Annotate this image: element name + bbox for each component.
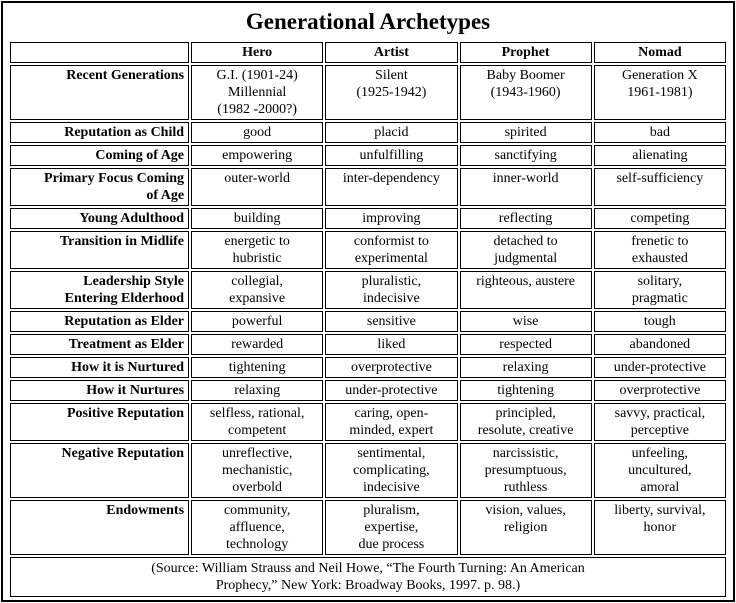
row-label: Leadership Style Entering Elderhood — [10, 271, 189, 309]
table-row — [10, 231, 726, 269]
table-row — [10, 145, 726, 166]
row-label: Recent Generations — [10, 65, 189, 120]
table-cell: Silent (1925-1942) — [325, 65, 457, 120]
table-cell: self-sufficiency — [594, 168, 726, 206]
header-artist: Artist — [325, 42, 457, 63]
table-cell: reflecting — [460, 208, 592, 229]
table-cell: principled, resolute, creative — [460, 403, 592, 441]
table-cell: solitary, pragmatic — [594, 271, 726, 309]
table-cell: energetic to hubristic — [191, 231, 323, 269]
row-label: Positive Reputation — [10, 403, 189, 441]
table-row — [10, 311, 726, 332]
table-cell: relaxing — [460, 357, 592, 378]
table-cell: selfless, rational, competent — [191, 403, 323, 441]
table-cell: unreflective, mechanistic, overbold — [191, 443, 323, 498]
table-row — [10, 122, 726, 143]
table-cell: empowering — [191, 145, 323, 166]
table-row — [10, 403, 726, 441]
table-cell: overprotective — [325, 357, 457, 378]
archetypes-table — [8, 40, 728, 599]
table-cell: tightening — [460, 380, 592, 401]
table-cell: caring, open- minded, expert — [325, 403, 457, 441]
table-cell: sentimental, complicating, indecisive — [325, 443, 457, 498]
header-empty — [10, 42, 189, 63]
table-row — [10, 208, 726, 229]
table-row — [10, 380, 726, 401]
row-label: Endowments — [10, 500, 189, 555]
table-cell: bad — [594, 122, 726, 143]
archetypes-document — [1, 1, 735, 602]
table-cell: placid — [325, 122, 457, 143]
table-cell: savvy, practical, perceptive — [594, 403, 726, 441]
table-cell: collegial, expansive — [191, 271, 323, 309]
row-label: Transition in Midlife — [10, 231, 189, 269]
table-cell: tightening — [191, 357, 323, 378]
table-cell: detached to judgmental — [460, 231, 592, 269]
header-prophet: Prophet — [460, 42, 592, 63]
table-cell: rewarded — [191, 334, 323, 355]
row-label: How it Nurtures — [10, 380, 189, 401]
table-cell: competing — [594, 208, 726, 229]
row-label: Reputation as Child — [10, 122, 189, 143]
table-cell: righteous, austere — [460, 271, 592, 309]
row-label: Negative Reputation — [10, 443, 189, 498]
row-label: How it is Nurtured — [10, 357, 189, 378]
table-cell: vision, values, religion — [460, 500, 592, 555]
table-cell: pluralistic, indecisive — [325, 271, 457, 309]
table-cell: Baby Boomer (1943-1960) — [460, 65, 592, 120]
table-cell: pluralism, expertise, due process — [325, 500, 457, 555]
table-cell: wise — [460, 311, 592, 332]
table-cell: tough — [594, 311, 726, 332]
table-cell: sensitive — [325, 311, 457, 332]
table-cell: community, affluence, technology — [191, 500, 323, 555]
table-cell: alienating — [594, 145, 726, 166]
table-cell: unfulfilling — [325, 145, 457, 166]
table-row — [10, 357, 726, 378]
header-nomad: Nomad — [594, 42, 726, 63]
table-cell: overprotective — [594, 380, 726, 401]
table-row — [10, 443, 726, 498]
table-row — [10, 500, 726, 555]
table-cell: narcissistic, presumptuous, ruthless — [460, 443, 592, 498]
table-cell: conformist to experimental — [325, 231, 457, 269]
table-cell: building — [191, 208, 323, 229]
table-cell: liberty, survival, honor — [594, 500, 726, 555]
table-cell: under-protective — [325, 380, 457, 401]
table-cell: spirited — [460, 122, 592, 143]
table-cell: Generation X 1961-1981) — [594, 65, 726, 120]
table-cell: abandoned — [594, 334, 726, 355]
table-cell: frenetic to exhausted — [594, 231, 726, 269]
source-citation: (Source: William Strauss and Neil Howe, “The Fourth Turning: An American Prophecy,” New York: Broadway Books, 1997. p. 98.) — [10, 557, 726, 597]
table-cell: unfeeling, uncultured, amoral — [594, 443, 726, 498]
table-cell: relaxing — [191, 380, 323, 401]
row-label: Primary Focus Coming of Age — [10, 168, 189, 206]
table-row — [10, 271, 726, 309]
table-cell: G.I. (1901-24) Millennial (1982 -2000?) — [191, 65, 323, 120]
table-cell: outer-world — [191, 168, 323, 206]
row-label: Treatment as Elder — [10, 334, 189, 355]
row-label: Young Adulthood — [10, 208, 189, 229]
table-cell: liked — [325, 334, 457, 355]
table-cell: under-protective — [594, 357, 726, 378]
table-cell: inter-dependency — [325, 168, 457, 206]
table-cell: improving — [325, 208, 457, 229]
document-title: Generational Archetypes — [245, 9, 491, 34]
table-cell: inner-world — [460, 168, 592, 206]
table-row — [10, 65, 726, 120]
table-row — [10, 334, 726, 355]
table-cell: respected — [460, 334, 592, 355]
source-row — [10, 557, 726, 597]
row-label: Reputation as Elder — [10, 311, 189, 332]
table-body — [10, 65, 726, 555]
table-cell: good — [191, 122, 323, 143]
header-hero: Hero — [191, 42, 323, 63]
table-cell: powerful — [191, 311, 323, 332]
table-row — [10, 168, 726, 206]
row-label: Coming of Age — [10, 145, 189, 166]
header-row — [10, 42, 726, 63]
table-cell: sanctifying — [460, 145, 592, 166]
